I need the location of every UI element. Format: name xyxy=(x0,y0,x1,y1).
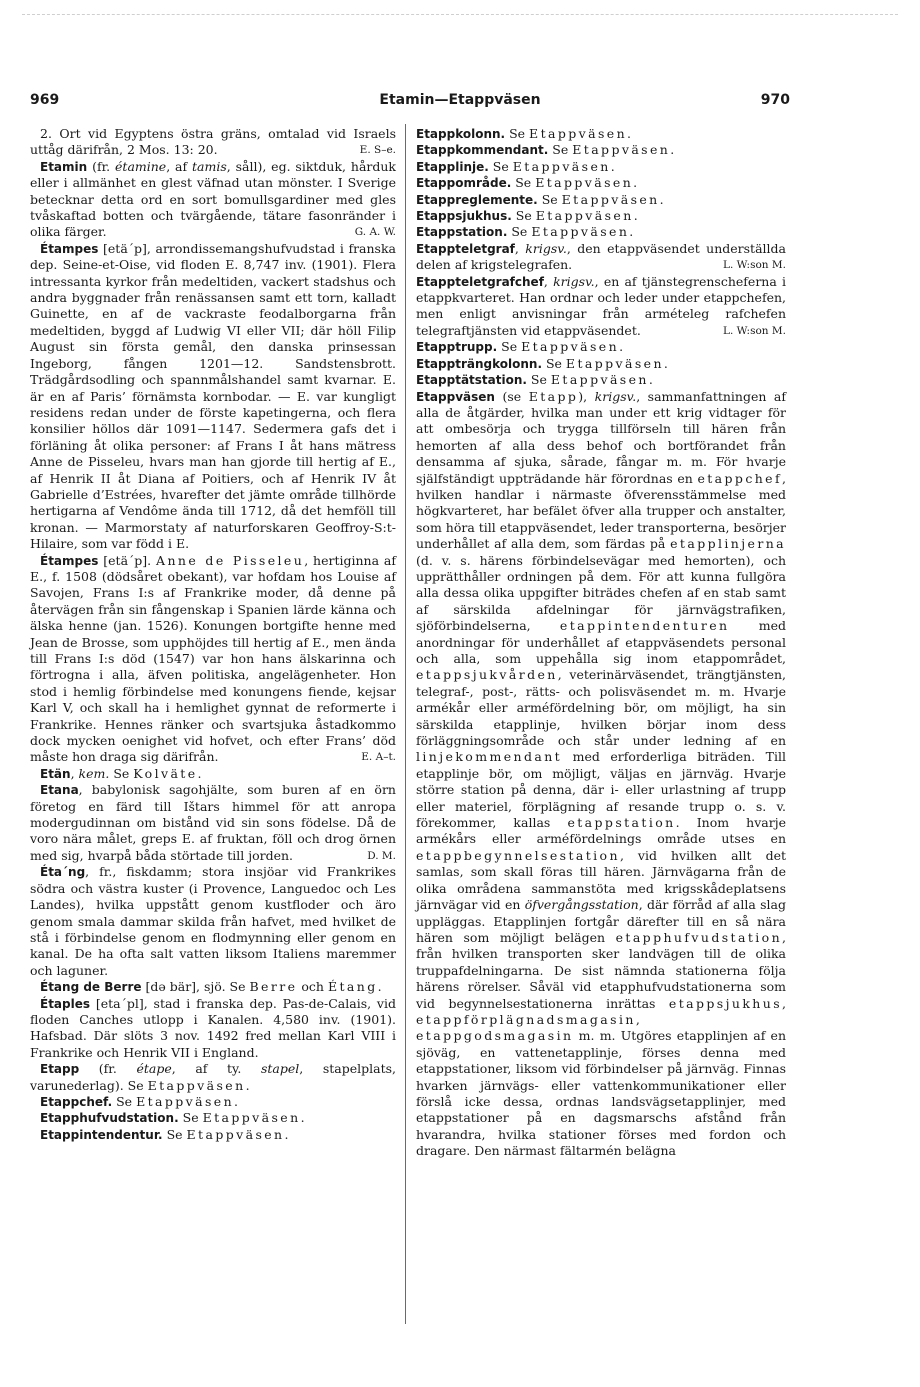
page-number-left: 969 xyxy=(30,92,60,108)
entry-text: , från hvilken transporten sker landvägen till de olika truppafdelningarna. De sist nämnda stationerna följa härens rörelser. Såväl vid etapphufvudstationerna som vid begynnelsestationerna inrättas xyxy=(416,929,786,1011)
spaced-term: etappbegynnelsestation xyxy=(416,847,620,863)
dictionary-entry xyxy=(416,389,786,1160)
entry-headword: Etana xyxy=(40,783,79,798)
entry-text: Se xyxy=(488,158,513,174)
entry-text: , af xyxy=(166,158,192,174)
entry-text: 2. Ort vid Egyptens östra gräns, omtalad vid Israels uttåg därifrån, 2 Mos. 13: 20. xyxy=(30,126,396,158)
author-signature: E. A–t. xyxy=(361,751,396,764)
entry-text: . xyxy=(659,191,664,207)
italic-text: krigsv. xyxy=(553,273,595,289)
entry-text: . xyxy=(300,1110,305,1126)
author-signature: G. A. W. xyxy=(354,226,396,239)
entry-headword: Etappkommendant. xyxy=(416,143,549,158)
entry-text: . xyxy=(284,1126,289,1142)
entry-text: , veterinärväsendet, trängtjänsten, telegraf-, post-, rätts- och polisväsendet m. m. Hvarje armékår eller arméfördelning bör, om möjligt, ha sin särskilda etapplinje, hvilken börjar inom dess förläggningsområde och står under ledning af en xyxy=(416,667,786,749)
entry-text: , en af tjänstegrenscheferna i etappkvarteret. Han ordnar och leder under etappchefen, men enligt anvisningar från armételeg rafchefen telegraftjänsten vid etappväsendet. xyxy=(416,273,786,338)
entry-headword: Etappreglemente. xyxy=(416,192,538,207)
spaced-term: Kolväte xyxy=(133,765,198,781)
spaced-term: Etappväsen xyxy=(535,208,634,224)
spaced-term: Etappväsen xyxy=(136,1093,235,1109)
entry-headword: Etappsjukhus. xyxy=(416,209,512,224)
spaced-term: etapphufvudstation xyxy=(615,929,783,945)
spaced-term: Etapp xyxy=(528,388,579,404)
entry-text: [etä´p]. xyxy=(98,552,157,568)
spaced-term: Etappväsen xyxy=(565,355,664,371)
dictionary-entry xyxy=(416,241,786,274)
spaced-term: Berre xyxy=(249,979,298,995)
entry-text: . xyxy=(197,765,202,781)
running-title: Etamin—Etappväsen xyxy=(379,92,541,108)
dictionary-entry xyxy=(416,175,786,191)
left-column xyxy=(30,126,396,1143)
right-column xyxy=(416,126,786,1160)
entry-headword: Etän xyxy=(40,766,71,781)
dictionary-entry xyxy=(416,208,786,224)
italic-text: kem. xyxy=(78,765,110,781)
entry-text: Se xyxy=(511,175,536,191)
dictionary-entry xyxy=(30,1094,396,1110)
dictionary-entry xyxy=(30,1061,396,1094)
spaced-term: Etappväsen xyxy=(147,1077,246,1093)
entry-text: . xyxy=(633,208,638,224)
entry-headword: Etappkolonn. xyxy=(416,127,506,141)
page-header xyxy=(0,92,920,112)
entry-text: , babylonisk sagohjälte, som buren af en örn företog en färd till Ištars himmel för att anropa modergudinnan om bistånd vid sin sons födelse. Då de voro nära målet, greps E. af fruktan, föll och drog örnen med sig, hvarpå båda störtade till jorden. xyxy=(30,782,396,863)
dictionary-entry xyxy=(30,1110,396,1126)
dictionary-entry xyxy=(416,372,786,388)
entry-headword: Etapptätstation. xyxy=(416,373,527,388)
spaced-term: etappsjukhus xyxy=(668,995,783,1011)
entry-text: Se xyxy=(497,339,522,355)
dictionary-entry xyxy=(416,274,786,340)
entry-text: , vid hvilken allt det samlas, som skall föras till hären. Järnvägarna från de olika områdena sammanstöta med krigsskådeplatsens järnvägar vid en xyxy=(416,847,786,913)
spaced-term: Étang xyxy=(327,979,378,995)
author-signature: E. S–e. xyxy=(359,144,396,157)
entry-text: Se xyxy=(542,355,566,371)
spaced-term: etappintendenturen xyxy=(559,618,730,634)
entry-text: . xyxy=(619,339,624,355)
entry-headword: Etamin xyxy=(40,159,88,174)
entry-text: . xyxy=(234,1093,239,1109)
entry-text: , af ty. xyxy=(171,1061,261,1077)
entry-text: , xyxy=(70,765,79,781)
entry-text: , hvilken handlar i närmaste öfverensstämmelse med högkvarteret, har befälet öfver alla trupper och anstalter, som höra till etappväsendet, leder transporterna, besörjer underhållet af alla dem, som färdas på xyxy=(416,470,786,552)
spaced-term: Etappväsen xyxy=(521,339,620,355)
entry-text: , xyxy=(782,995,786,1011)
entry-headword: Étaples xyxy=(40,996,91,1011)
dictionary-entry xyxy=(30,766,396,782)
dictionary-entry xyxy=(416,159,786,175)
spaced-term: etappsjukvården xyxy=(416,667,558,683)
entry-text: [etä´p], arrondissemangshufvudstad i franska dep. Seine-et-Oise, vid floden E. 8,747 inv. (1901). Flera intressanta kyrkor från medeltiden, vackert stadshus och andra byggnader från renässansen samt ett torn, kalladt Guinette, en af de vackraste feodalborgarna från medeltiden, byggd af Ludwig VI eller VII; där höll Filip August sin första gemål, den danska prinsessan Ingeborg, fången 1201—12. Sandstensbrott. Trädgårdsodling och spannmålshandel samt kvarnar. E. är en af Paris’ förnämsta kornbodar. — E. var kungligt residens redan under de förste kapetingerna, och flera konsilier höllos där 1091—1147. Sedermera gafs det i förläning åt olika personer: af Frans I åt hans mätress Anne de Pisseleu, hvars man han gjorde till hertig af E., af Henrik II åt Diana af Poitiers, och af Henrik IV åt Gabrielle d’Estrées, hvarefter det jämte område tillhörde hertigarna af Vendôme ända till 1712, då det hemföll till kronan. — Marmorstaty af naturforskaren Geoffroy-S:t-Hilaire, som var född i E. xyxy=(30,240,396,552)
spaced-term: Etappväsen xyxy=(202,1110,301,1126)
entry-headword: Etappstation. xyxy=(416,225,508,240)
entry-text: . xyxy=(629,224,634,240)
spaced-term: Etappväsen xyxy=(529,126,628,141)
entry-text: . xyxy=(627,126,632,141)
spaced-term: Etappväsen xyxy=(186,1126,285,1142)
spaced-term: etapplinjerna xyxy=(670,536,786,552)
entry-text: , sammanfattningen af alla de åtgärder, hvilka man under ett krig vidtager för att ombesörja och trygga tillförseln till hären från hemorten af alla dess behof och bortförandet från densamma af sjuka, sårade, fångar m. m. För hvarje själfständigt uppträdande här förordnas en xyxy=(416,388,787,486)
entry-text: , stapelplats, varunederlag). Se xyxy=(30,1061,396,1093)
entry-text: ), xyxy=(578,388,595,404)
entry-text: (se xyxy=(494,388,529,404)
spaced-term: Etappväsen xyxy=(572,142,671,158)
dictionary-entry xyxy=(416,224,786,240)
top-border-line xyxy=(22,14,898,15)
spaced-term: Anne de Pisseleu xyxy=(156,552,305,568)
entry-headword: Etappintendentur. xyxy=(40,1127,163,1142)
spaced-term: Etappväsen xyxy=(535,175,634,191)
entry-text: Se xyxy=(178,1110,203,1126)
entry-text: , xyxy=(514,240,526,256)
dictionary-entry xyxy=(30,1127,396,1143)
entry-text: (fr. xyxy=(87,158,116,174)
column-divider xyxy=(405,124,406,1324)
dictionary-entry xyxy=(30,553,396,766)
entry-text: [eta´pl], stad i franska dep. Pas-de-Calais, vid floden Canches utlopp i Kanalen. 4,580 inv. (1901). Hafsbad. Där slöts 3 nov. 1492 fred mellan Karl VIII i Frankrike och Henrik VII i England. xyxy=(30,995,396,1060)
italic-text: öfvergångsstation xyxy=(524,897,639,913)
entry-text: Se xyxy=(112,1093,137,1109)
entry-text: Se xyxy=(507,224,532,240)
dictionary-entry xyxy=(30,159,396,241)
dictionary-entry xyxy=(30,979,396,995)
spaced-term: etappgodsmagasin xyxy=(416,1028,574,1044)
page-number-right: 970 xyxy=(760,92,790,108)
italic-text: krigsv. xyxy=(525,240,567,256)
entry-text: med anordningar för underhållet af etappväsendets personal och alla, som uppehålla sig inom etappområdet, xyxy=(416,618,786,666)
entry-headword: Étampes xyxy=(40,241,99,256)
dictionary-entry xyxy=(30,864,396,979)
entry-text: . xyxy=(663,355,668,371)
entry-text: , xyxy=(543,273,554,289)
dictionary-entry xyxy=(416,192,786,208)
spaced-term: etappchef xyxy=(697,470,783,486)
entry-text: . xyxy=(648,372,653,388)
dictionary-entry xyxy=(30,782,396,864)
entry-text: , den etappväsendet underställda delen af krigstelegrafen. xyxy=(416,240,786,273)
italic-text: tamis xyxy=(192,158,227,174)
entry-text: , xyxy=(635,1011,640,1027)
entry-text: . xyxy=(633,175,638,191)
entry-text: Se xyxy=(162,1126,187,1142)
italic-text: étamine xyxy=(115,158,167,174)
spaced-term: etappförplägnadsmagasin xyxy=(416,1011,636,1027)
entry-headword: Éta´ng xyxy=(40,865,86,880)
entry-headword: Etappområde. xyxy=(416,176,512,191)
entry-headword: Etappteletgraf xyxy=(416,241,515,256)
dictionary-entry xyxy=(416,142,786,158)
spaced-term: Etappväsen xyxy=(531,224,630,240)
author-signature: D. M. xyxy=(367,849,396,862)
entry-headword: Etapphufvudstation. xyxy=(40,1111,179,1126)
entry-headword: Etappchef. xyxy=(40,1094,113,1109)
entry-text: , fr., fiskdamm; stora insjöar vid Frankrikes södra och västra kuster (i Provence, Languedoc och Les Landes), hvilka uppstått genom kustfloder och äro genom smala dammar skilda från hafvet, med hvilket de stå i förbindelse genom en flodmynning eller genom en kanal. De ha ofta salt vatten liksom Italiens maremmer och laguner. xyxy=(30,864,396,978)
entry-text: . xyxy=(245,1077,250,1093)
entry-text: , hertiginna af E., f. 1508 (dödsåret obekant), var hofdam hos Louise af Savojen, Frans I:s af Frankrike moder, då denne på återvägen från sin fångenskap i Spanien lärde känna och älska henne (jan. 1526). Konungen bortgifte henne med Jean de Brosse, som upphöjdes till hertig af E., men ända till Frans I:s död (1547) var hon hans älskarinna och förtrogna i alla, äfven politiska, angelägenheter. Hon stod i hemlig förbindelse med konungens fiende, kejsar Karl V, och skall ha i hemlighet gynnat de reformerte i Frankrike. Hennes ränker och svartsjuka åstadkommo dock mycken oenighet vid hofvet, och efter Frans’ död måste hon draga sig därifrån. xyxy=(30,552,396,765)
spaced-term: Etappväsen xyxy=(512,158,611,174)
entry-text: . xyxy=(377,979,382,995)
entry-text: . xyxy=(610,158,615,174)
entry-headword: Etapplinje. xyxy=(416,159,489,174)
entry-headword: Etappträngkolonn. xyxy=(416,356,542,371)
spaced-term: etappstation xyxy=(567,815,676,831)
author-signature: L. W:son M. xyxy=(723,324,786,337)
entry-text: Se xyxy=(526,372,551,388)
entry-headword: Etapp xyxy=(40,1062,80,1077)
dictionary-entry xyxy=(416,356,786,372)
entry-text: med erforderliga biträden. Till etapplinje bör, om möjligt, väljas en järnväg. Hvarje större station på denna, där i- eller urlastning af trupp eller materiel, förplägning af resande trupp o. s. v. förekommer, kallas xyxy=(416,749,786,831)
entry-text: , såll), eg. siktduk, hårduk eller i allmänhet en glest väfnad utan mönster. I Sverige betecknar detta ord en sort bomullsgardiner med gles tvåskaftad botten och tvärgående, tätare fasonränder i olika färger. xyxy=(30,158,397,240)
entry-text: , där förråd af alla slag uppläggas. Etapplinjen fortgår därefter till en så nära hären som möjligt belägen xyxy=(416,897,786,945)
italic-text: krigsv. xyxy=(594,388,637,404)
spaced-term: Etappväsen xyxy=(561,191,660,207)
entry-text: . Inom hvarje armékårs eller arméfördelnings område utses en xyxy=(416,815,786,847)
entry-text: . xyxy=(670,142,675,158)
author-signature: L. W:son M. xyxy=(723,259,786,272)
dictionary-entry xyxy=(416,126,786,142)
entry-text: Se xyxy=(505,126,530,141)
spaced-term: linjekommendant xyxy=(416,749,563,765)
entry-headword: Étampes xyxy=(40,553,99,568)
dictionary-entry xyxy=(416,339,786,355)
entry-text: [də bär], sjö. Se xyxy=(141,979,250,995)
italic-text: étape xyxy=(136,1061,172,1077)
entry-text: (d. v. s. härens förbindelsevägar med hemorten), och upprätthåller ordningen på dem. För att kunna fullgöra alla dessa olika uppgifter biträdes chefen af en stab samt af särskilda afdelningar för järnvägstrafiken, sjöförbindelserna, xyxy=(416,552,786,634)
dictionary-entry xyxy=(30,126,396,159)
entry-headword: Étang de Berre xyxy=(40,980,142,995)
entry-text: Se xyxy=(109,765,134,781)
entry-text: m. m. Utgöres etapplinjen af en sjöväg, en vattenetapplinje, förses denna med etappstationer, liksom vid förbindelser på järnväg. Finnas hvarken järnvägs- eller vattenkommunikationer eller förslå icke dessa, ordnas landsvägsetapplinjer, med etappstationer på en dagsmarschs afstånd från hvarandra, hvilka stationer förses med fordon och dragare. Den närmast fältarmén belägna xyxy=(416,1028,786,1159)
entry-headword: Etappteletgrafchef xyxy=(416,274,544,289)
spaced-term: Etappväsen xyxy=(550,372,649,388)
entry-headword: Etapptrupp. xyxy=(416,340,498,355)
entry-text: Se xyxy=(548,142,573,158)
dictionary-entry xyxy=(30,241,396,553)
entry-text: Se xyxy=(537,191,562,207)
dictionary-entry xyxy=(30,996,396,1062)
entry-text: (fr. xyxy=(79,1061,137,1077)
entry-headword: Etappväsen xyxy=(416,389,495,404)
entry-text: och xyxy=(297,979,328,995)
italic-text: stapel xyxy=(260,1061,300,1077)
entry-text: Se xyxy=(511,208,536,224)
